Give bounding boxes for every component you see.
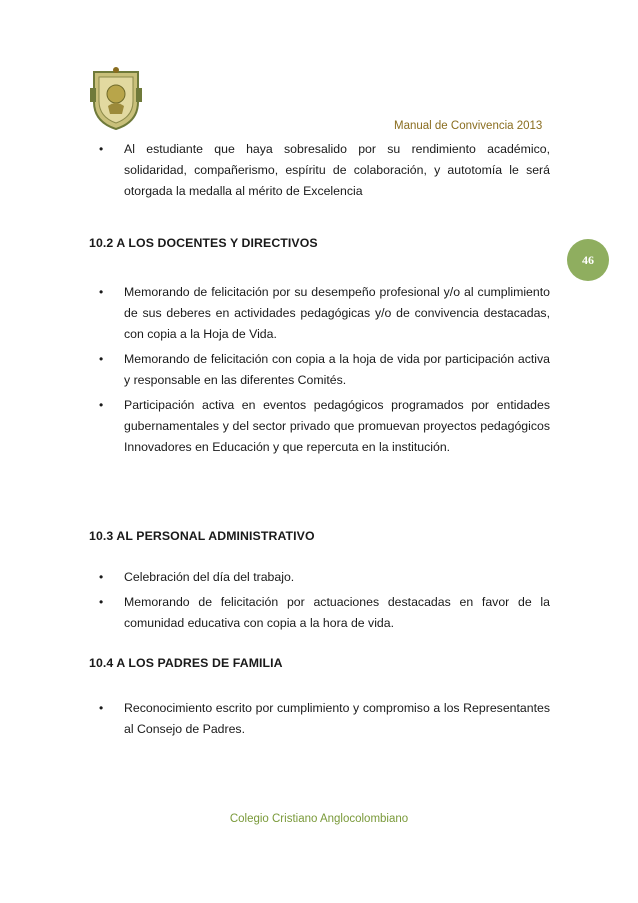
section-heading-padres: 10.4 A LOS PADRES DE FAMILIA bbox=[89, 656, 283, 670]
bullet-icon: • bbox=[99, 570, 104, 584]
bullet-icon: • bbox=[99, 285, 104, 299]
section-heading-docentes: 10.2 A LOS DOCENTES Y DIRECTIVOS bbox=[89, 236, 318, 250]
list-item: • Celebración del día del trabajo. bbox=[89, 567, 550, 588]
list-item: • Memorando de felicitación por su desempeño profesional y/o al cumplimiento de sus deberes en actividades pedagógicas y/o de convivencia destacadas, con copia a la Hoja de Vida. bbox=[89, 282, 550, 345]
school-crest-icon bbox=[86, 66, 146, 132]
bullet-icon: • bbox=[99, 701, 104, 715]
section-list-administrativo bbox=[89, 567, 550, 638]
page-number-badge: 46 bbox=[567, 239, 609, 281]
section-heading-administrativo: 10.3 AL PERSONAL ADMINISTRATIVO bbox=[89, 529, 315, 543]
list-item: • Reconocimiento escrito por cumplimiento y compromiso a los Representantes al Consejo de Padres. bbox=[89, 698, 550, 740]
list-item: • Memorando de felicitación con copia a la hoja de vida por participación activa y responsable en las diferentes Comités. bbox=[89, 349, 550, 391]
section-list-docentes bbox=[89, 282, 550, 462]
footer-text: Colegio Cristiano Anglocolombiano bbox=[229, 813, 409, 825]
bullet-icon: • bbox=[99, 398, 104, 412]
header-title: Manual de Convivencia 2013 bbox=[394, 120, 543, 132]
section-list-padres bbox=[89, 698, 550, 744]
list-item: • Al estudiante que haya sobresalido por su rendimiento académico, solidaridad, compañerismo, espíritu de colaboración, y autotomía le será otorgada la medalla al mérito de Excelencia bbox=[89, 139, 550, 202]
bullet-icon: • bbox=[99, 142, 104, 156]
list-item: • Participación activa en eventos pedagógicos programados por entidades gubernamentales y del sector privado que promuevan proyectos pedagógicos Innovadores en Educación y que repercuta en la institución. bbox=[89, 395, 550, 458]
bullet-icon: • bbox=[99, 595, 104, 609]
bullet-icon: • bbox=[99, 352, 104, 366]
intro-list bbox=[89, 139, 550, 206]
list-item: • Memorando de felicitación por actuaciones destacadas en favor de la comunidad educativa con copia a la hora de vida. bbox=[89, 592, 550, 634]
